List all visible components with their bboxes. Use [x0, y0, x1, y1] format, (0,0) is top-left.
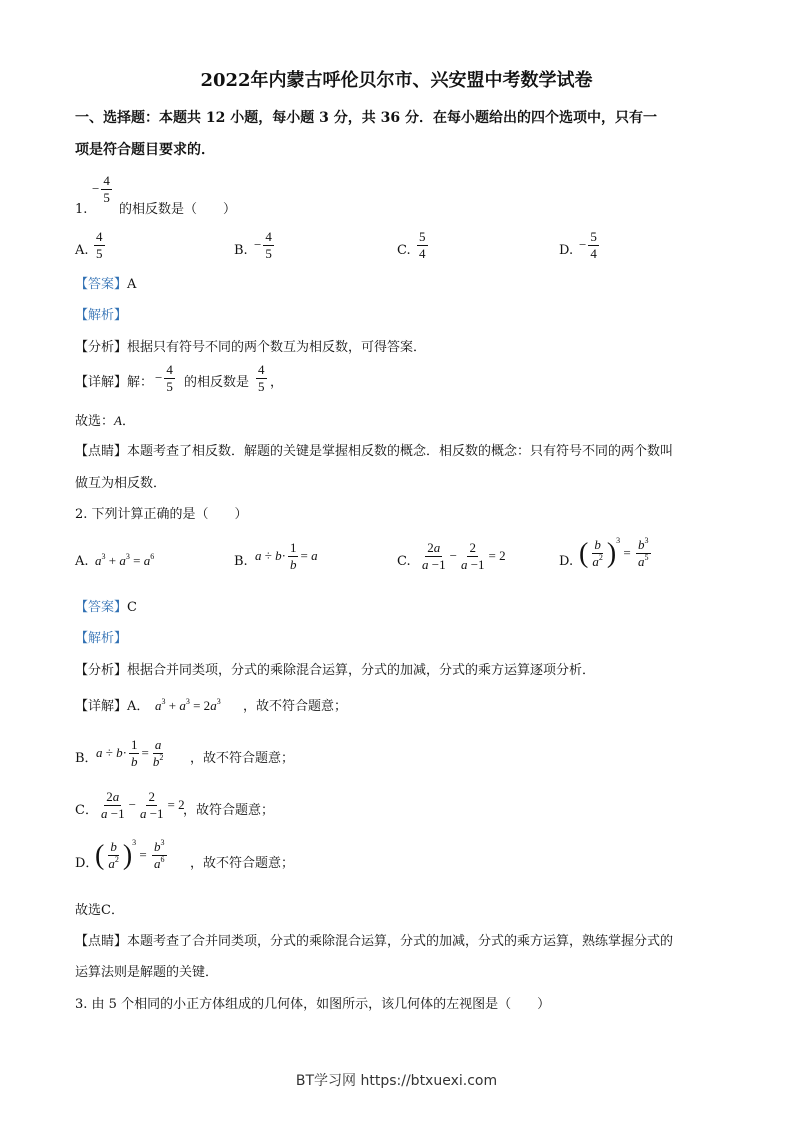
section-heading-line1: 一、选择题：本题共 12 小题，每小题 3 分，共 36 分．在每小题给出的四个选项中，只有一 [75, 110, 657, 126]
q2-fenxi: 【分析】根据合并同类项，分式的乘除混合运算，分式的加减，分式的乘方运算逐项分析． [75, 663, 596, 678]
q1-option-b-label: B. [234, 243, 248, 258]
q1-fenxi-label: 【分析】 [75, 340, 128, 355]
q1-option-d-value: − $\frac{5}{4}$ [579, 229, 597, 262]
q1-option-a-value: $\frac{4}{5}$ [96, 229, 103, 262]
q2-detail-c-text: ，故符合题意； [183, 803, 275, 818]
footer-watermark: BT学习网 https://btxuexi.com [295, 1073, 498, 1089]
q2-detail-c-label: C． [75, 803, 98, 818]
q1-xiangjie-mid: 的相反数是 [184, 375, 250, 390]
q1-xiangjie-fraction-pos: $\frac{4}{5}$ [258, 362, 265, 395]
q2-option-b-label: B. [234, 554, 248, 569]
q1-dianjing-line2: 做互为相反数． [75, 476, 167, 491]
q1-answer-label: 【答案】 [75, 277, 128, 292]
q2-answer-value: C [127, 600, 137, 615]
q1-answer-value: A [127, 277, 137, 292]
q2-option-a-value: $a^3 + a^3 = a^6$ [95, 552, 155, 568]
q2-option-a-label: A. [75, 554, 89, 569]
page-title: 2022年内蒙古呼伦贝尔市、兴安盟中考数学试卷 [200, 70, 593, 91]
section-heading-line2: 项是符合题目要求的． [75, 142, 215, 158]
q2-detail-d-label: D． [75, 856, 99, 871]
q1-option-b-value: − $\frac{4}{5}$ [254, 229, 272, 262]
q2-option-b-value: a ÷ b· $\frac{1}{b}$ = a [255, 540, 318, 573]
q1-number: 1. [75, 202, 88, 217]
q1-option-a-label: A. [75, 243, 89, 258]
q3-stem: 3. 由 5 个相同的小正方体组成的几何体，如图所示，该几何体的左视图是（ ） [75, 997, 551, 1012]
q2-option-c-label: C. [397, 554, 411, 569]
q1-answer [75, 278, 136, 291]
q2-detail-b-formula: a ÷ b· $\frac{1}{b}$ = $\frac{a}{b^2}$ [96, 737, 164, 770]
q1-stem-text: 的相反数是（ ） [119, 202, 237, 217]
q2-stem: 2. 下列计算正确的是（ ） [75, 507, 248, 522]
q2-option-d-value: ( $\frac{b}{a^2}$ )$^3$ = $\frac{b^3}{a^5}$ [579, 535, 649, 570]
q2-analysis-label: 【解析】 [75, 631, 128, 646]
q2-dianjing-line2: 运算法则是解题的关键． [75, 965, 219, 980]
q2-detail-c-formula: $\frac{2a}{a -1}$ − $\frac{2}{a -1}$ = 2 [101, 789, 185, 822]
q1-option-d-label: D. [559, 243, 574, 258]
q1-xiangjie-end: ， [270, 375, 284, 390]
q1-fenxi-text: 根据只有符号不同的两个数互为相反数，可得答案． [127, 340, 427, 355]
q1-analysis-label: 【解析】 [75, 308, 128, 323]
q2-dianjing-line1: 【点睛】本题考查了合并同类项，分式的乘除混合运算，分式的加减，分式的乘方运算，熟练掌握分式的 [75, 934, 674, 949]
q2-answer [75, 601, 137, 614]
q2-detail-b-text: ，故不符合题意； [190, 751, 295, 766]
q1-choice: 故选：A． [75, 413, 135, 429]
q2-detail-a-label: 【详解】A． [75, 699, 150, 714]
q1-xiangjie-label: 【详解】解： [75, 375, 154, 390]
q2-choice: 故选C． [75, 903, 124, 918]
q1-option-c-value: $\frac{5}{4}$ [419, 229, 426, 262]
q2-detail-a-text: ，故不符合题意； [243, 699, 348, 714]
q1-dianjing-line1: 【点睛】本题考查了相反数．解题的关键是掌握相反数的概念．相反数的概念：只有符号不同的两个数叫 [75, 444, 674, 459]
q2-option-c-value: $\frac{2a}{a -1}$ − $\frac{2}{a -1}$ = 2 [422, 540, 506, 573]
q2-detail-b-label: B． [75, 751, 98, 766]
q1-option-c-label: C. [397, 243, 411, 258]
q1-stem-fraction: − $\frac{4}{5}$ [92, 173, 110, 206]
q2-detail-a-formula: $a^3 + a^3 = 2a^3$ [155, 697, 221, 713]
q2-option-d-label: D. [559, 554, 574, 569]
q2-answer-label: 【答案】 [75, 600, 128, 615]
q2-detail-d-text: ，故不符合题意； [190, 856, 295, 871]
q2-detail-d-formula: ( $\frac{b}{a^2}$ )$^3$ = $\frac{b^3}{a^6}$ [95, 837, 165, 872]
q1-fenxi [75, 341, 426, 354]
q1-xiangjie-fraction-neg: − $\frac{4}{5}$ [155, 362, 173, 395]
